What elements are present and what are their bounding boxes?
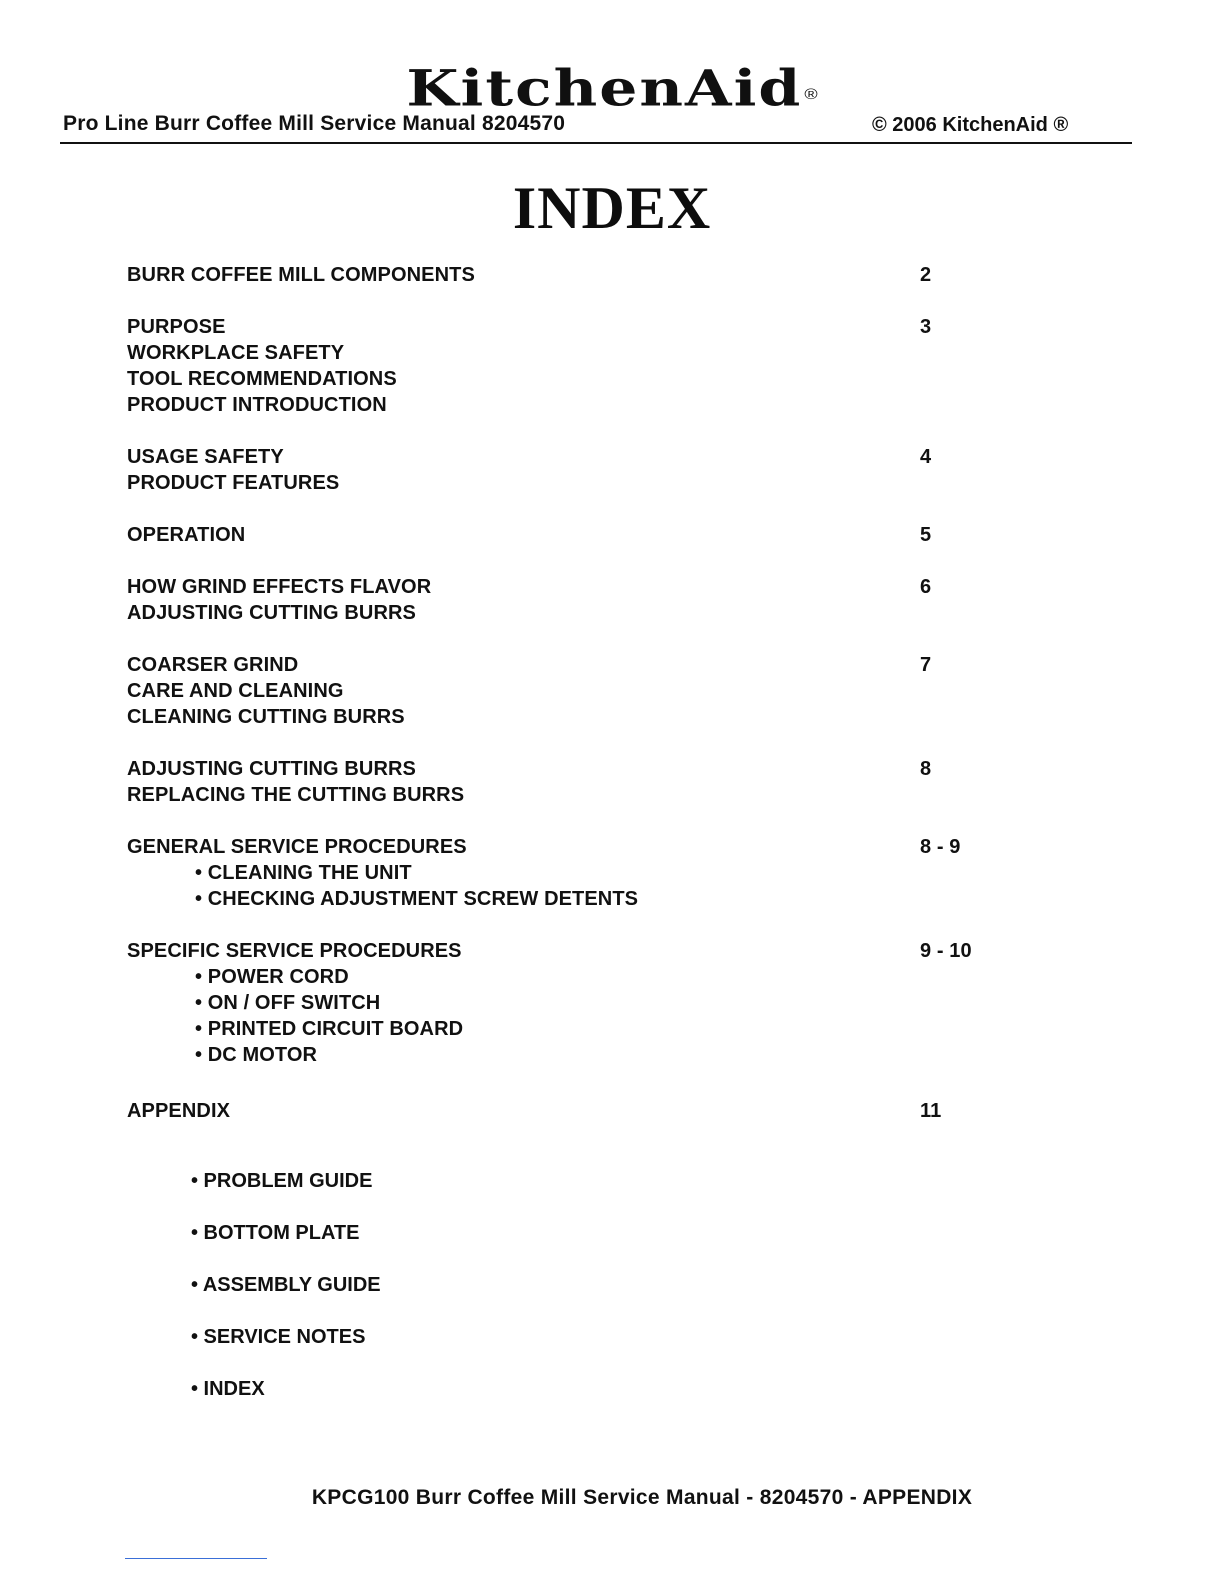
toc-entry [0, 1042, 1224, 1068]
toc-entry [0, 834, 1224, 860]
toc-entry-page: 3 [920, 316, 932, 338]
toc-entry [0, 366, 1224, 392]
toc-entry-label: TOOL RECOMMENDATIONS [127, 368, 397, 390]
toc-section [0, 444, 1224, 496]
toc-entry-label: SPECIFIC SERVICE PROCEDURES [127, 940, 462, 962]
toc-entry-label: • CHECKING ADJUSTMENT SCREW DETENTS [195, 888, 639, 910]
toc-entry-label: • CLEANING THE UNIT [195, 862, 412, 884]
toc-entry [0, 990, 1224, 1016]
toc-section [0, 756, 1224, 808]
toc-entry-label: • DC MOTOR [195, 1044, 318, 1066]
toc-entry [0, 886, 1224, 912]
toc-entry [0, 964, 1224, 990]
toc-entry-label: HOW GRIND EFFECTS FLAVOR [127, 576, 432, 598]
copyright-notice: © 2006 KitchenAid ® [872, 114, 1069, 136]
toc-entry [0, 652, 1224, 678]
toc-section [0, 1098, 1224, 1124]
toc-entry [0, 1016, 1224, 1042]
toc-entry [0, 522, 1224, 548]
toc-entry-page: 4 [920, 446, 932, 468]
toc-entry-page: 2 [920, 264, 932, 286]
toc-entry-page: 9 - 10 [920, 940, 972, 962]
toc-entry [0, 340, 1224, 366]
toc-entry-label: PRODUCT FEATURES [127, 472, 340, 494]
toc-entry [0, 782, 1224, 808]
toc-entry [0, 860, 1224, 886]
appendix-item-label: • INDEX [191, 1378, 265, 1400]
toc-entry [0, 262, 1224, 288]
toc-entry-page: 5 [920, 524, 932, 546]
toc-entry-label: CARE AND CLEANING [127, 680, 344, 702]
toc-entry-label: BURR COFFEE MILL COMPONENTS [127, 264, 475, 286]
brand-name: KitchenAid [406, 60, 803, 118]
page-title: INDEX [512, 175, 712, 241]
toc-entry-label: REPLACING THE CUTTING BURRS [127, 784, 465, 806]
toc-entry [0, 470, 1224, 496]
toc-entry-page: 11 [920, 1100, 942, 1122]
table-of-contents [0, 262, 1224, 1124]
toc-entry [0, 1098, 1224, 1124]
manual-title: Pro Line Burr Coffee Mill Service Manual 8204570 [63, 112, 566, 135]
toc-entry-label: • POWER CORD [195, 966, 349, 988]
toc-entry-label: • PRINTED CIRCUIT BOARD [195, 1018, 464, 1040]
toc-entry-label: CLEANING CUTTING BURRS [127, 706, 405, 728]
appendix-item [0, 1272, 1224, 1324]
toc-entry-label: USAGE SAFETY [127, 446, 284, 468]
toc-entry-page: 8 - 9 [920, 836, 961, 858]
toc-entry-label: COARSER GRIND [127, 654, 299, 676]
appendix-item [0, 1220, 1224, 1272]
toc-entry [0, 392, 1224, 418]
toc-entry [0, 938, 1224, 964]
footer-divider [125, 1558, 267, 1559]
toc-section [0, 314, 1224, 418]
registered-mark: ® [804, 85, 818, 103]
appendix-list [0, 1168, 1224, 1428]
toc-entry-label: ADJUSTING CUTTING BURRS [127, 758, 416, 780]
toc-section [0, 938, 1224, 1068]
toc-section [0, 652, 1224, 730]
toc-entry [0, 314, 1224, 340]
toc-entry-page: 7 [920, 654, 932, 676]
toc-section [0, 522, 1224, 548]
toc-entry-page: 6 [920, 576, 932, 598]
toc-section [0, 834, 1224, 912]
toc-entry-label: PRODUCT INTRODUCTION [127, 394, 387, 416]
appendix-item-label: • PROBLEM GUIDE [191, 1170, 373, 1192]
page-footer: KPCG100 Burr Coffee Mill Service Manual - 8204570 - APPENDIX [311, 1486, 973, 1509]
toc-entry-page: 8 [920, 758, 932, 780]
toc-entry-label: ADJUSTING CUTTING BURRS [127, 602, 416, 624]
toc-entry [0, 600, 1224, 626]
toc-entry [0, 444, 1224, 470]
appendix-item [0, 1168, 1224, 1220]
toc-entry-label: WORKPLACE SAFETY [127, 342, 345, 364]
toc-section [0, 574, 1224, 626]
toc-entry [0, 678, 1224, 704]
appendix-item-label: • BOTTOM PLATE [191, 1222, 360, 1244]
header-divider [60, 142, 1132, 144]
toc-entry-label: APPENDIX [127, 1100, 231, 1122]
toc-section [0, 262, 1224, 288]
toc-entry-label: OPERATION [127, 524, 246, 546]
toc-entry [0, 756, 1224, 782]
toc-entry-label: GENERAL SERVICE PROCEDURES [127, 836, 467, 858]
toc-entry [0, 574, 1224, 600]
kitchenaid-logo [0, 60, 1224, 118]
appendix-item-label: • SERVICE NOTES [191, 1326, 366, 1348]
toc-entry [0, 704, 1224, 730]
appendix-item [0, 1376, 1224, 1428]
appendix-item [0, 1324, 1224, 1376]
toc-entry-label: PURPOSE [127, 316, 226, 338]
toc-entry-label: • ON / OFF SWITCH [195, 992, 381, 1014]
appendix-item-label: • ASSEMBLY GUIDE [191, 1274, 381, 1296]
